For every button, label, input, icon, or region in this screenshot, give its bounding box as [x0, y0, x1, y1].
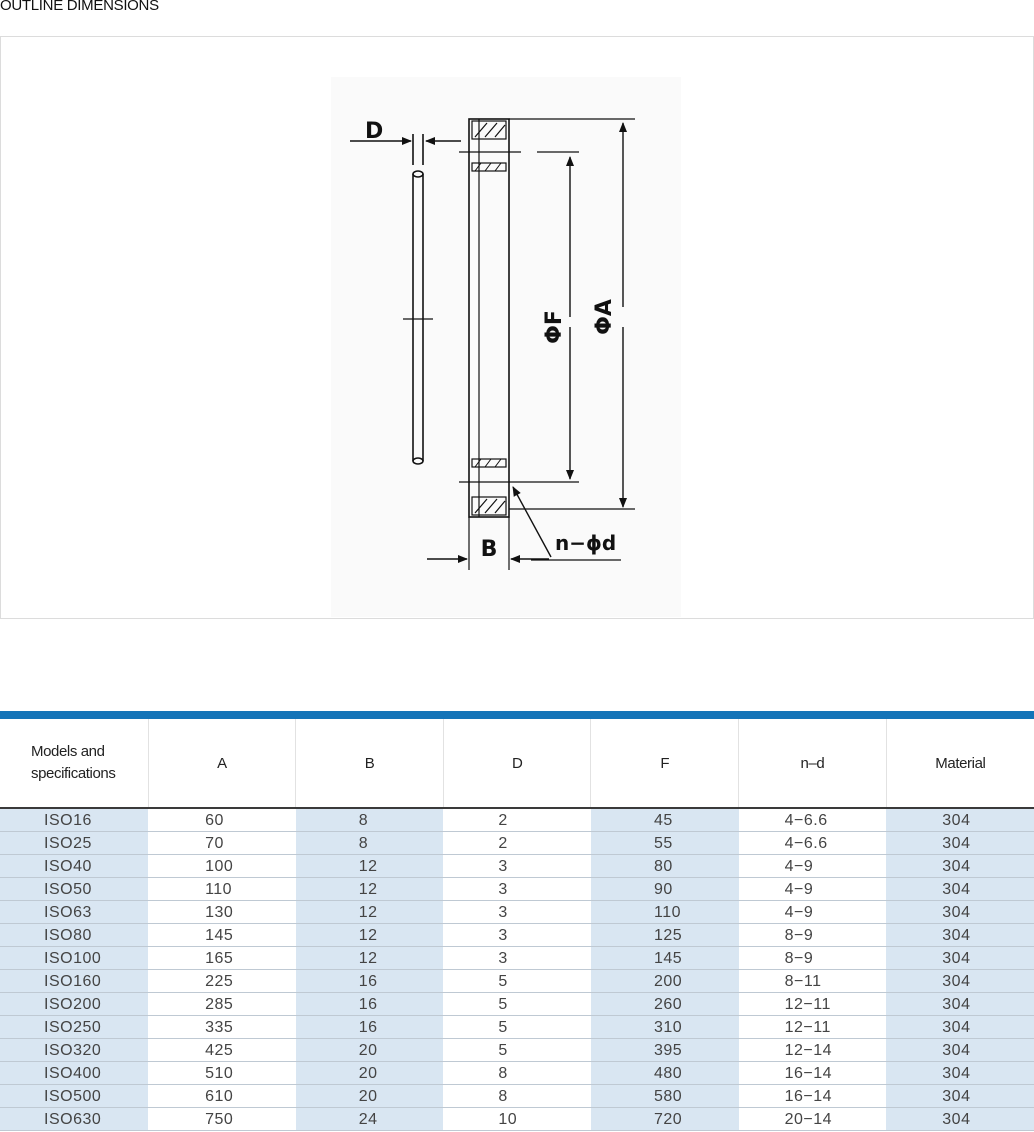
cell-material: 304 [886, 1039, 1034, 1062]
cell-n-d: 20−14 [739, 1108, 887, 1131]
cell-n-d: 12−14 [739, 1039, 887, 1062]
cell-a: 285 [148, 993, 296, 1016]
cell-n-d: 4−9 [739, 855, 887, 878]
table-row [0, 993, 1034, 1016]
table-row [0, 901, 1034, 924]
cell-f: 260 [591, 993, 739, 1016]
cell-n-d: 8−9 [739, 924, 887, 947]
label-phi-f: ΦF [542, 310, 567, 344]
section-title: OUTLINE DIMENSIONS [0, 0, 159, 14]
cell-material: 304 [886, 808, 1034, 832]
cell-material: 304 [886, 1062, 1034, 1085]
cell-d: 3 [443, 878, 591, 901]
flange-outline-drawing [1, 37, 1033, 618]
header-d: D [443, 719, 591, 808]
table-row [0, 947, 1034, 970]
cell-d: 5 [443, 970, 591, 993]
cell-material: 304 [886, 1016, 1034, 1039]
table-row [0, 970, 1034, 993]
label-b: B [480, 537, 498, 562]
cell-b: 12 [296, 878, 444, 901]
cell-d: 2 [443, 832, 591, 855]
table-body [0, 808, 1034, 1131]
cell-n-d: 4−6.6 [739, 832, 887, 855]
cell-d: 8 [443, 1062, 591, 1085]
table-row [0, 1062, 1034, 1085]
cell-a: 750 [148, 1108, 296, 1131]
cell-material: 304 [886, 901, 1034, 924]
cell-b: 8 [296, 808, 444, 832]
label-holes: n−ϕd [555, 531, 617, 555]
header-models-specifications: Models and specifications [0, 719, 148, 808]
cell-d: 3 [443, 901, 591, 924]
cell-a: 60 [148, 808, 296, 832]
cell-model: ISO630 [0, 1108, 148, 1131]
cell-b: 8 [296, 832, 444, 855]
cell-model: ISO100 [0, 947, 148, 970]
cell-f: 720 [591, 1108, 739, 1131]
cell-b: 16 [296, 993, 444, 1016]
table-header [0, 719, 1034, 808]
cell-model: ISO50 [0, 878, 148, 901]
cell-d: 8 [443, 1085, 591, 1108]
cell-n-d: 12−11 [739, 1016, 887, 1039]
cell-n-d: 16−14 [739, 1062, 887, 1085]
cell-a: 225 [148, 970, 296, 993]
cell-f: 125 [591, 924, 739, 947]
cell-d: 5 [443, 1039, 591, 1062]
cell-b: 16 [296, 1016, 444, 1039]
cell-b: 24 [296, 1108, 444, 1131]
header-f: F [591, 719, 739, 808]
cell-b: 12 [296, 855, 444, 878]
cell-a: 110 [148, 878, 296, 901]
cell-f: 45 [591, 808, 739, 832]
header-material: Material [935, 754, 986, 772]
cell-a: 100 [148, 855, 296, 878]
cell-a: 130 [148, 901, 296, 924]
cell-n-d: 4−9 [739, 878, 887, 901]
cell-model: ISO80 [0, 924, 148, 947]
cell-a: 335 [148, 1016, 296, 1039]
cell-b: 20 [296, 1085, 444, 1108]
cell-b: 12 [296, 947, 444, 970]
cell-a: 510 [148, 1062, 296, 1085]
cell-material: 304 [886, 947, 1034, 970]
header-n-d: n–d [739, 719, 887, 808]
outline-drawing-panel [0, 36, 1034, 619]
cell-model: ISO320 [0, 1039, 148, 1062]
table-row [0, 1039, 1034, 1062]
cell-model: ISO200 [0, 993, 148, 1016]
cell-model: ISO250 [0, 1016, 148, 1039]
cell-f: 110 [591, 901, 739, 924]
cell-f: 200 [591, 970, 739, 993]
cell-material: 304 [886, 993, 1034, 1016]
header-a: A [148, 719, 296, 808]
cell-model: ISO160 [0, 970, 148, 993]
table-row [0, 924, 1034, 947]
table-accent-bar [0, 711, 1034, 719]
cell-model: ISO16 [0, 808, 148, 832]
table-row [0, 1108, 1034, 1131]
drawing-background [331, 77, 681, 617]
cell-f: 145 [591, 947, 739, 970]
cell-material: 304 [886, 1108, 1034, 1131]
cell-model: ISO500 [0, 1085, 148, 1108]
cell-n-d: 12−11 [739, 993, 887, 1016]
cell-material: 304 [886, 832, 1034, 855]
cell-a: 425 [148, 1039, 296, 1062]
cell-d: 3 [443, 947, 591, 970]
cell-a: 165 [148, 947, 296, 970]
cell-a: 610 [148, 1085, 296, 1108]
cell-d: 3 [443, 855, 591, 878]
cell-d: 2 [443, 808, 591, 832]
cell-b: 16 [296, 970, 444, 993]
cell-material: 304 [886, 970, 1034, 993]
cell-f: 80 [591, 855, 739, 878]
cell-n-d: 8−11 [739, 970, 887, 993]
cell-n-d: 4−6.6 [739, 808, 887, 832]
cell-f: 55 [591, 832, 739, 855]
table-row [0, 855, 1034, 878]
cell-material: 304 [886, 1085, 1034, 1108]
cell-b: 12 [296, 924, 444, 947]
cell-n-d: 16−14 [739, 1085, 887, 1108]
cell-n-d: 8−9 [739, 947, 887, 970]
cell-material: 304 [886, 855, 1034, 878]
cell-model: ISO40 [0, 855, 148, 878]
cell-material: 304 [886, 878, 1034, 901]
cell-n-d: 4−9 [739, 901, 887, 924]
cell-d: 3 [443, 924, 591, 947]
cell-model: ISO400 [0, 1062, 148, 1085]
cell-d: 10 [443, 1108, 591, 1131]
cell-f: 90 [591, 878, 739, 901]
cell-f: 580 [591, 1085, 739, 1108]
table-row [0, 878, 1034, 901]
cell-model: ISO63 [0, 901, 148, 924]
table-row [0, 832, 1034, 855]
cell-d: 5 [443, 1016, 591, 1039]
cell-b: 20 [296, 1062, 444, 1085]
cell-f: 395 [591, 1039, 739, 1062]
cell-b: 12 [296, 901, 444, 924]
table-row [0, 1016, 1034, 1039]
cell-material: 304 [886, 924, 1034, 947]
cell-model: ISO25 [0, 832, 148, 855]
cell-d: 5 [443, 993, 591, 1016]
cell-f: 310 [591, 1016, 739, 1039]
table-row [0, 1085, 1034, 1108]
header-b: B [296, 719, 444, 808]
table-row [0, 808, 1034, 832]
label-d: D [365, 119, 384, 144]
cell-a: 70 [148, 832, 296, 855]
cell-f: 480 [591, 1062, 739, 1085]
cell-a: 145 [148, 924, 296, 947]
specifications-table [0, 719, 1034, 1131]
label-phi-a: ΦA [592, 299, 617, 335]
cell-b: 20 [296, 1039, 444, 1062]
